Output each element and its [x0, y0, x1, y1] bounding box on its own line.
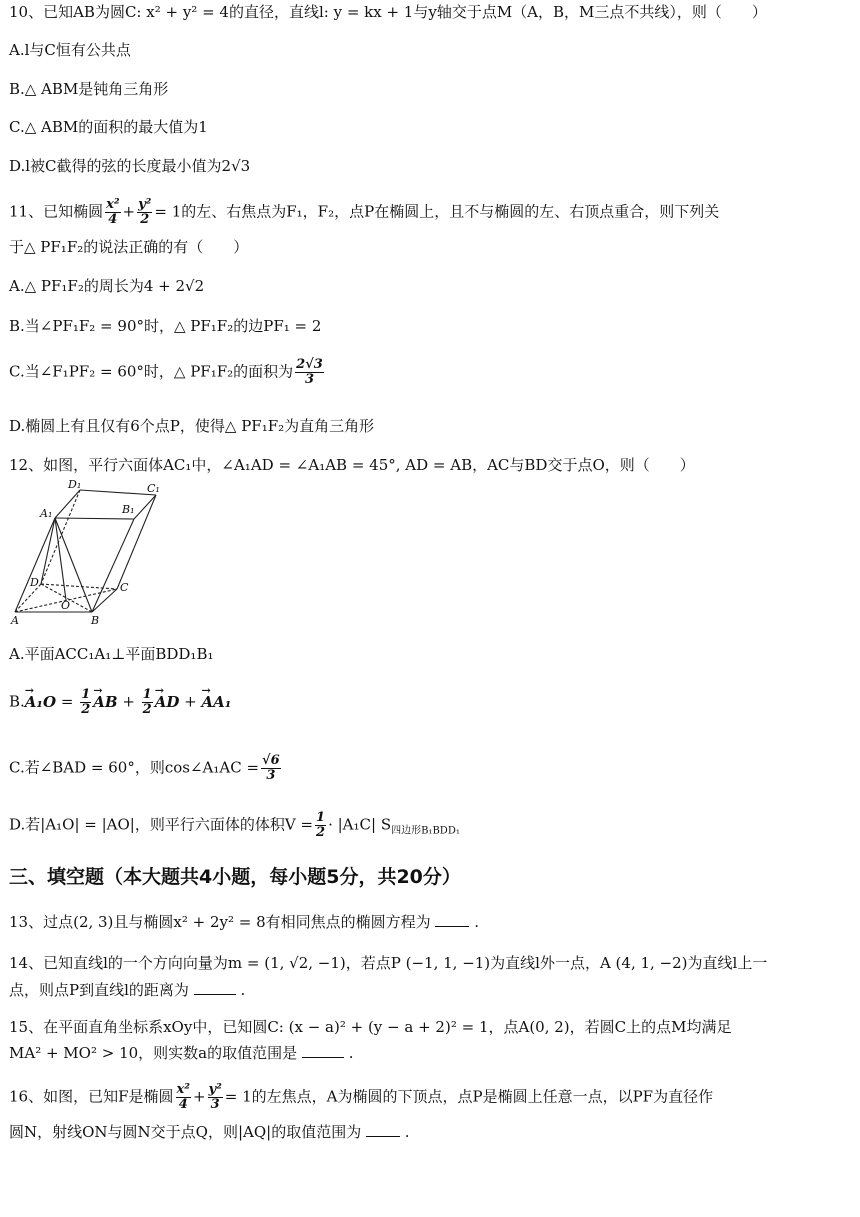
- vector-ad: → AD: [155, 692, 180, 712]
- edge-a1-d1: [55, 490, 80, 518]
- label-c: C: [120, 581, 129, 594]
- q14-line2: 点，则点P到直线l的距离为 .: [9, 981, 246, 999]
- q11-frac-x: $\frac{\text{x²}}{4}$: [106, 197, 120, 227]
- edge-a1-b1: [55, 518, 134, 519]
- q14-answer-blank[interactable]: [194, 982, 236, 995]
- q12-stem: 12、如图，平行六面体AC₁中，∠A₁AD = ∠A₁AB = 45°, AD = AB，AC与BD交于点O，则（ ）: [9, 456, 695, 474]
- q11-stem-line2: 于△ PF₁F₂的说法正确的有（ ）: [9, 238, 249, 256]
- q11-frac-y: $\frac{\text{y²}}{2}$: [138, 197, 152, 227]
- vector-ab: → AB: [93, 692, 117, 712]
- q11-plus: +: [122, 202, 136, 221]
- q14-line1: 14、已知直线l的一个方向向量为m = (1, √2, −1)，若点P (−1, 1, −1)为直线l外一点，A (4, 1, −2)为直线l上一: [9, 954, 768, 972]
- vector-aa1: → AA₁: [201, 692, 231, 712]
- label-a1: A₁: [40, 507, 53, 520]
- seg-a1-o: [55, 518, 66, 600]
- label-d: D: [30, 576, 39, 589]
- edge-b-c: [92, 589, 117, 612]
- quadrilateral-subscript: 四边形B₁BDD₁: [391, 825, 460, 837]
- q12-option-a: A.平面ACC₁A₁⊥平面BDD₁B₁: [9, 645, 214, 663]
- q13-answer-blank[interactable]: [435, 914, 469, 927]
- q12-option-d: D.若|A₁O| = |AO|，则平行六面体的体积V = $\frac{1}{2}$ · |A₁C| $S_{四边形B_1BDD_1}$: [9, 810, 460, 840]
- q11-option-b: B.当∠PF₁F₂ = 90°时，△ PF₁F₂的边PF₁ = 2: [9, 317, 322, 335]
- q11-stem-post: = 1的左、右焦点为F₁，F₂，点P在椭圆上，且不与椭圆的左、右顶点重合，则下列关: [154, 202, 720, 221]
- q16-line1: 16、如图，已知F是椭圆 $\frac{\text{x²}}{4}$ + $\frac{\text{y²}}{3}$ = 1的左焦点，A为椭圆的下顶点，点P是椭圆上任意一点，以PF为直径作: [9, 1082, 714, 1112]
- q16-answer-blank[interactable]: [366, 1124, 400, 1137]
- q13: 13、过点(2, 3)且与椭圆x² + 2y² = 8有相同焦点的椭圆方程为 .: [9, 913, 480, 931]
- q11-stem-pre: 11、已知椭圆: [9, 202, 104, 221]
- q10-option-d: D.l被C截得的弦的长度最小值为2√3: [9, 157, 251, 175]
- label-b1: B₁: [122, 503, 135, 516]
- edge-d-c: [41, 584, 117, 589]
- edge-b1-c1: [134, 495, 156, 519]
- seg-a1-d: [41, 518, 55, 584]
- q12-option-b: B.→ A₁O = $\frac{1}{2}$ → AB + $\frac{1}{2}$ → AD + → AA₁: [9, 688, 231, 717]
- q10-option-a: A.l与C恒有公共点: [9, 41, 131, 59]
- q11-option-c-text: C.当∠F₁PF₂ = 60°时，△ PF₁F₂的面积为: [9, 362, 294, 381]
- q10-option-b: B.△ ABM是钝角三角形: [9, 80, 169, 98]
- parallelepiped-figure: [10, 478, 160, 628]
- q15-line2: MA² + MO² > 10，则实数a的取值范围是 .: [9, 1044, 354, 1062]
- q16-frac-y: $\frac{\text{y²}}{3}$: [208, 1082, 222, 1112]
- label-d1: D₁: [68, 478, 82, 491]
- q12-option-c-frac: $\frac{√6}{3}$: [262, 753, 280, 783]
- q10-option-c: C.△ ABM的面积的最大值为1: [9, 118, 208, 136]
- q11-option-c: [9, 358, 326, 387]
- q11-option-c-frac: $\frac{2√3}{3}$: [296, 357, 323, 387]
- edge-d1-c1: [80, 490, 156, 495]
- label-b: B: [91, 614, 100, 627]
- q11-option-a: A.△ PF₁F₂的周长为4 + 2√2: [9, 277, 205, 295]
- q10-stem: 10、已知AB为圆C: x² + y² = 4的直径，直线l: y = kx + 1与y轴交于点M（A，B，M三点不共线），则（ ）: [9, 3, 767, 21]
- q16-frac-x: $\frac{\text{x²}}{4}$: [176, 1082, 190, 1112]
- q15-line1: 15、在平面直角坐标系xOy中，已知圆C: (x − a)² + (y − a + 2)² = 1，点A(0, 2)，若圆C上的点M均满足: [9, 1018, 732, 1036]
- q15-answer-blank[interactable]: [302, 1045, 344, 1058]
- section-3-heading: 三、填空题（本大题共4小题，每小题5分，共20分）: [9, 866, 461, 888]
- edge-b1-b: [92, 519, 134, 612]
- q12-option-c: [9, 754, 283, 783]
- q12-option-d-frac: $\frac{1}{2}$: [316, 810, 326, 840]
- q12-b-half-2: $\frac{1}{2}$: [142, 687, 152, 717]
- label-a: A: [11, 614, 19, 627]
- q11-stem: [9, 198, 719, 227]
- q12-option-c-text: C.若∠BAD = 60°，则cos∠A₁AC =: [9, 758, 260, 777]
- q11-option-d: D.椭圆上有且仅有6个点P，使得△ PF₁F₂为直角三角形: [9, 417, 375, 435]
- label-c1: C₁: [147, 482, 160, 495]
- label-o: O: [61, 599, 71, 612]
- vector-a1o: → A₁O: [25, 692, 56, 712]
- q12-option-d-text: D.若|A₁O| = |AO|，则平行六面体的体积V =: [9, 815, 314, 834]
- seg-a1-b: [55, 518, 92, 612]
- q12-b-half-1: $\frac{1}{2}$: [81, 687, 91, 717]
- q16-line2: 圆N，射线ON与圆N交于点Q，则|AQ|的取值范围为 .: [9, 1123, 410, 1141]
